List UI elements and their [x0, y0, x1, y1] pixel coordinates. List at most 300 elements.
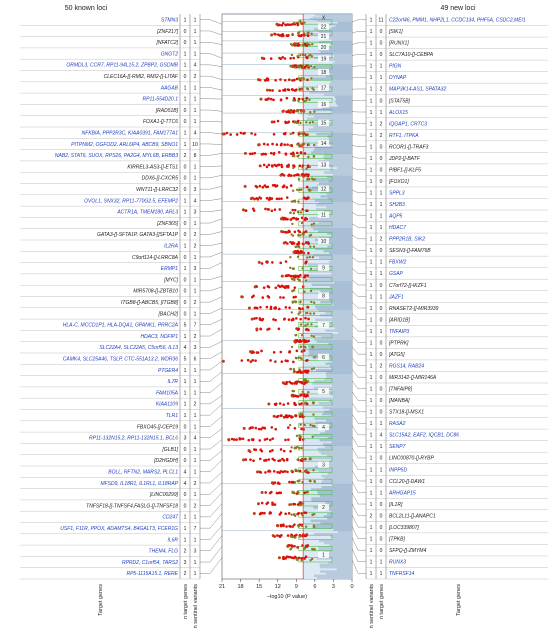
x-tick-label: 15	[256, 584, 263, 590]
new-locus-point	[309, 312, 311, 314]
new-locus-point	[289, 424, 291, 426]
known-locus-connector	[200, 329, 222, 336]
signal-bar	[311, 520, 352, 523]
new-locus-point	[307, 156, 309, 158]
new-locus-point	[298, 246, 300, 248]
known-locus-point	[240, 132, 243, 135]
known-locus-point	[284, 470, 287, 473]
new-locus-target-count: 1	[379, 421, 383, 428]
known-locus-point	[292, 241, 295, 244]
chromosome-label: 10	[320, 238, 327, 245]
known-locus-target-count: 10	[192, 141, 198, 148]
known-locus-genes: [D2HGDH]	[154, 458, 178, 465]
known-locus-sentinel-count: 1	[183, 85, 187, 92]
known-locus-point	[285, 153, 288, 156]
known-locus-sentinel-count: 1	[183, 141, 187, 148]
known-locus-peak	[292, 251, 295, 254]
known-locus-point	[285, 23, 288, 26]
known-locus-point	[288, 89, 291, 92]
known-locus-sentinel-count: 1	[183, 537, 187, 544]
known-locus-peak	[259, 98, 262, 101]
known-locus-point	[266, 306, 269, 309]
new-locus-point	[301, 88, 303, 90]
new-locus-genes: RNASET2-[]-MIR3939	[389, 305, 439, 312]
known-locus-point	[288, 351, 291, 354]
new-locus-sentinel-count: 1	[369, 236, 373, 243]
new-locus-point	[291, 311, 293, 313]
new-locus-point	[308, 144, 310, 146]
new-locus-sentinel-count: 1	[369, 155, 373, 162]
known-locus-connector	[200, 536, 222, 551]
new-locus-point	[299, 189, 301, 191]
new-locus-connector	[352, 381, 366, 389]
known-locus-point	[305, 209, 308, 212]
signal-bar	[318, 230, 352, 232]
known-locus-peak	[280, 217, 283, 220]
known-locus-target-count: 6	[193, 356, 197, 363]
signal-bar	[336, 98, 352, 100]
signal-bar	[322, 413, 352, 415]
new-locus-connector	[352, 493, 366, 504]
known-locus-point	[279, 492, 282, 495]
known-locus-peak	[259, 164, 262, 167]
new-locus-sentinel-count: 1	[369, 294, 373, 301]
known-locus-point	[274, 428, 277, 431]
known-locus-sentinel-count: 0	[183, 232, 187, 239]
known-locus-target-count: 1	[193, 85, 197, 92]
new-locus-genes: [RUNX1]	[389, 40, 409, 47]
known-locus-point	[271, 209, 274, 212]
new-locus-point	[298, 525, 300, 527]
new-locus-genes: TNFRSF14	[389, 571, 415, 578]
left-header: 50 known loci	[64, 5, 108, 12]
known-locus-point	[260, 350, 263, 353]
signal-bar	[320, 301, 352, 303]
signal-bar	[316, 524, 352, 527]
new-locus-connector	[352, 145, 366, 146]
known-locus-sentinel-count: 0	[183, 73, 187, 80]
known-locus-sentinel-count: 1	[183, 62, 187, 69]
signal-bar	[309, 351, 352, 354]
known-locus-point	[261, 262, 264, 265]
known-locus-point	[278, 151, 281, 154]
new-locus-sentinel-count: 2	[369, 513, 373, 520]
known-locus-point	[251, 359, 254, 362]
known-locus-point	[259, 306, 262, 309]
known-locus-point	[245, 209, 248, 212]
new-locus-point	[313, 111, 315, 113]
new-locus-point	[305, 526, 307, 528]
signal-bar	[329, 297, 352, 299]
new-locus-genes: [ARID1B]	[389, 317, 410, 324]
known-locus-point	[300, 35, 303, 38]
known-locus-point	[297, 395, 300, 398]
known-locus-point	[299, 438, 302, 441]
known-locus-point	[239, 438, 242, 441]
known-locus-sentinel-count: 0	[183, 492, 187, 499]
known-locus-point	[294, 231, 297, 234]
new-locus-point	[309, 111, 311, 113]
known-locus-point	[285, 110, 288, 113]
new-locus-sentinel-count: 1	[369, 478, 373, 485]
known-locus-genes: AAGAB	[160, 85, 178, 92]
new-locus-connector	[352, 235, 366, 239]
new-locus-sentinel-count: 1	[369, 375, 373, 382]
new-locus-connector	[352, 54, 366, 55]
known-locus-genes: CLEC16A-[]-RMI2, RMI2-[]-LITAF	[103, 73, 178, 80]
known-locus-point	[305, 197, 308, 200]
known-locus-genes: [BACH2]	[158, 311, 178, 318]
new-locus-point	[313, 525, 315, 527]
new-locus-target-count: 0	[379, 386, 383, 393]
known-locus-point	[280, 34, 283, 37]
known-locus-point	[297, 229, 300, 232]
new-locus-genes: RCOR1-[]-TRAF3	[389, 144, 429, 151]
new-locus-point	[293, 267, 295, 269]
new-locus-point	[296, 470, 298, 472]
known-locus-point	[274, 403, 277, 406]
known-locus-point	[305, 555, 308, 558]
new-locus-point	[308, 178, 310, 180]
signal-bar	[313, 109, 352, 111]
signal-bar	[328, 47, 352, 49]
signal-bar	[312, 284, 352, 286]
new-locus-point	[311, 87, 313, 89]
new-locus-connector	[352, 179, 366, 181]
known-locus-point	[289, 450, 292, 453]
new-locus-point	[295, 110, 297, 112]
known-locus-point	[292, 57, 295, 60]
known-locus-connector	[200, 121, 222, 122]
known-locus-target-count: 4	[193, 130, 197, 137]
known-locus-point	[287, 438, 290, 441]
new-locus-point	[304, 379, 306, 381]
known-locus-peak	[281, 275, 284, 278]
known-locus-genes: ORMDL3, CCR7, RP11-94L15.2, ZPBP2, GSDMB	[66, 62, 178, 69]
signal-bar	[331, 511, 352, 514]
known-locus-point	[288, 318, 291, 321]
new-locus-point	[312, 178, 314, 180]
known-locus-genes: [RAD51B]	[155, 107, 178, 114]
known-locus-target-count: 1	[193, 51, 197, 58]
new-locus-point	[297, 256, 299, 258]
known-locus-target-count: 4	[193, 435, 197, 442]
known-locus-point	[293, 545, 296, 548]
new-locus-sentinel-count: 1	[369, 75, 373, 82]
chromosome-label: 5	[322, 388, 325, 395]
new-locus-point	[293, 212, 295, 214]
new-locus-point	[311, 335, 313, 337]
new-locus-connector	[352, 325, 366, 332]
new-locus-point	[304, 547, 306, 549]
known-locus-point	[283, 317, 286, 320]
known-locus-point	[271, 501, 274, 504]
known-locus-point	[270, 426, 273, 429]
new-locus-sentinel-count: 1	[369, 317, 373, 324]
known-locus-peak	[272, 534, 275, 537]
known-locus-genes: MIR5708-[]-ZBTB10	[133, 288, 178, 295]
known-locus-point	[269, 89, 272, 92]
known-locus-point	[305, 544, 308, 547]
new-locus-target-count: 1	[379, 213, 383, 220]
new-locus-connector	[352, 537, 366, 550]
known-locus-point	[280, 143, 283, 146]
new-locus-genes: [IL1R]	[389, 501, 403, 508]
known-locus-point	[253, 152, 256, 155]
known-locus-point	[291, 209, 294, 212]
known-locus-point	[300, 402, 303, 405]
signal-bar	[327, 517, 352, 520]
known-locus-point	[287, 426, 290, 429]
known-locus-sentinel-count: 1	[183, 412, 187, 419]
known-locus-point	[243, 132, 246, 135]
known-locus-point	[287, 556, 290, 559]
new-locus-sentinel-count: 1	[369, 190, 373, 197]
new-locus-genes: JAZF1	[389, 294, 404, 301]
known-locus-point	[276, 143, 279, 146]
new-locus-connector	[352, 470, 366, 481]
known-locus-genes: PTGER4	[157, 367, 178, 374]
known-locus-point	[274, 286, 277, 289]
known-locus-peak	[275, 23, 278, 26]
signal-bar	[309, 349, 352, 352]
new-locus-point	[290, 110, 292, 112]
known-locus-target-count: 4	[193, 62, 197, 69]
new-locus-point	[304, 324, 306, 326]
known-locus-point	[259, 513, 262, 516]
new-locus-point	[314, 481, 316, 483]
known-locus-connector	[200, 372, 222, 382]
new-locus-point	[289, 368, 291, 370]
new-locus-target-count: 1	[379, 571, 383, 578]
new-locus-point	[296, 55, 298, 57]
new-locus-point	[313, 335, 315, 337]
new-locus-connector	[352, 268, 366, 273]
new-locus-connector	[352, 515, 366, 527]
known-locus-point	[281, 166, 284, 169]
known-locus-point	[274, 33, 277, 36]
new-locus-point	[297, 211, 299, 213]
new-locus-point	[296, 122, 298, 124]
known-locus-genes: GNGT2	[160, 51, 178, 58]
chromosome-label: 20	[320, 44, 327, 51]
known-locus-connector	[200, 416, 222, 426]
known-locus-point	[296, 152, 299, 155]
known-locus-point	[258, 196, 261, 199]
known-locus-point	[284, 79, 287, 82]
signal-bar	[333, 529, 352, 532]
known-locus-connector	[200, 546, 222, 562]
known-locus-point	[253, 448, 256, 451]
new-locus-sentinel-count: 1	[369, 17, 373, 24]
known-locus-target-count: 1	[193, 28, 197, 35]
signal-bar	[325, 502, 352, 505]
new-locus-point	[308, 55, 310, 57]
new-locus-genes: [LOC339807]	[389, 524, 419, 531]
new-locus-connector	[352, 414, 366, 423]
known-locus-point	[286, 165, 289, 168]
known-locus-target-count: 1	[193, 367, 197, 374]
known-locus-genes: [NFATC2]	[156, 40, 178, 47]
known-locus-target-count: 1	[193, 311, 197, 318]
new-locus-genes: RTF1, ITPKA	[389, 132, 419, 139]
known-locus-genes: ACTR1A, TMEM180, ARL3	[117, 209, 178, 216]
known-locus-peak	[256, 470, 259, 473]
known-locus-point	[271, 437, 274, 440]
known-locus-point	[288, 525, 291, 528]
known-locus-point	[285, 416, 288, 419]
known-locus-point	[302, 428, 305, 431]
new-locus-point	[310, 33, 312, 35]
new-locus-connector	[352, 549, 366, 562]
known-locus-point	[299, 308, 302, 311]
new-locus-connector	[352, 336, 366, 343]
known-locus-genes: PITPNM2, OGFOD2, ARL6IP4, ABCB9, SBNO1	[71, 141, 178, 148]
signal-bar	[327, 176, 352, 178]
chromosome-label: 4	[322, 424, 325, 431]
new-locus-point	[313, 144, 315, 146]
known-locus-target-count: 1	[193, 277, 197, 284]
known-locus-point	[288, 174, 291, 177]
known-locus-peak	[242, 458, 245, 461]
new-locus-point	[290, 233, 292, 235]
known-locus-point	[268, 458, 271, 461]
known-locus-point	[295, 218, 298, 221]
new-locus-sentinel-count: 1	[369, 52, 373, 59]
known-locus-point	[294, 286, 297, 289]
known-locus-connector	[200, 65, 222, 67]
known-locus-point	[278, 328, 281, 331]
new-locus-point	[298, 178, 300, 180]
known-locus-sentinel-count: 0	[183, 28, 187, 35]
known-locus-target-count: 1	[193, 559, 197, 566]
known-locus-peak	[293, 370, 296, 373]
known-locus-point	[249, 458, 252, 461]
known-locus-point	[279, 296, 282, 299]
known-locus-point	[288, 120, 291, 123]
chromosome-label: 12	[320, 186, 327, 193]
new-locus-point	[292, 492, 294, 494]
new-locus-point	[309, 256, 311, 258]
new-locus-point	[293, 22, 295, 24]
known-locus-genes: GATA3-[]-SFTA1P, GATA3-[]SFTA1P	[96, 232, 178, 239]
known-locus-point	[273, 351, 276, 354]
known-locus-point	[279, 262, 282, 265]
new-locus-point	[313, 222, 315, 224]
known-locus-point	[295, 327, 298, 330]
new-locus-point	[291, 54, 293, 56]
known-locus-sentinel-count: 0	[183, 277, 187, 284]
known-locus-genes: FAM105A	[156, 390, 178, 397]
known-locus-connector	[200, 42, 222, 44]
known-locus-peak	[286, 545, 289, 548]
new-locus-target-count: 1	[379, 271, 383, 278]
signal-bar	[317, 491, 352, 494]
known-locus-sentinel-count: 1	[183, 209, 187, 216]
new-locus-target-count: 0	[379, 340, 383, 347]
known-locus-peak	[244, 152, 247, 155]
known-locus-point	[287, 286, 290, 289]
signal-bar	[326, 508, 352, 511]
new-locus-point	[292, 99, 294, 101]
known-locus-target-count: 1	[193, 390, 197, 397]
right-header: 49 new loci	[440, 5, 476, 12]
known-locus-point	[292, 296, 295, 299]
known-locus-point	[280, 525, 283, 528]
new-locus-point	[307, 88, 309, 90]
known-locus-point	[261, 502, 264, 505]
known-locus-point	[284, 359, 287, 362]
known-locus-sentinel-count: 0	[183, 446, 187, 453]
new-locus-genes: PIBF1-[]-KLF5	[389, 167, 421, 174]
known-locus-sentinel-count: 0	[183, 254, 187, 261]
signal-bar	[331, 43, 352, 45]
new-locus-point	[310, 65, 312, 67]
new-locus-connector	[352, 369, 366, 377]
known-locus-connector	[200, 287, 222, 291]
new-locus-point	[304, 346, 306, 348]
known-locus-point	[266, 438, 269, 441]
known-locus-point	[288, 230, 291, 233]
known-locus-target-count: 1	[193, 458, 197, 465]
known-locus-genes: CD247	[162, 514, 178, 521]
known-locus-target-count: 1	[193, 537, 197, 544]
new-locus-point	[294, 536, 296, 538]
known-locus-target-count: 1	[193, 96, 197, 103]
known-locus-point	[297, 243, 300, 246]
new-locus-target-count: 0	[379, 351, 383, 358]
new-locus-point	[305, 469, 307, 471]
known-locus-point	[270, 152, 273, 155]
new-locus-sentinel-count: 1	[369, 29, 373, 36]
signal-bar	[320, 495, 352, 498]
known-locus-connector	[200, 319, 222, 325]
known-locus-point	[255, 185, 258, 188]
new-locus-genes: RASA2	[389, 421, 406, 428]
known-locus-genes: BOLL, RFTN2, MARS2, PLCL1	[108, 469, 178, 476]
new-locus-genes: SPPL3	[389, 190, 405, 197]
new-locus-point	[292, 155, 294, 157]
known-locus-point	[290, 415, 293, 418]
signal-bar	[326, 362, 352, 365]
known-locus-connector	[200, 352, 222, 359]
known-locus-point	[247, 439, 250, 442]
new-locus-point	[308, 44, 310, 46]
known-locus-target-count: 2	[193, 232, 197, 239]
new-locus-genes: BCL2L11-[]-ANAPC1	[389, 513, 436, 520]
known-locus-point	[270, 98, 273, 101]
known-locus-point	[282, 22, 285, 25]
known-locus-point	[301, 307, 304, 310]
known-locus-point	[284, 57, 287, 60]
new-locus-point	[291, 33, 293, 35]
known-locus-point	[288, 512, 291, 515]
new-locus-sentinel-count: 1	[369, 144, 373, 151]
known-locus-point	[276, 492, 279, 495]
new-locus-target-count: 0	[379, 317, 383, 324]
known-locus-point	[306, 393, 309, 396]
known-locus-connector	[200, 460, 222, 472]
known-locus-point	[263, 512, 266, 515]
new-locus-point	[312, 256, 314, 258]
signal-bar	[332, 360, 352, 363]
known-locus-point	[296, 546, 299, 549]
new-locus-point	[309, 235, 311, 237]
column-labels	[98, 584, 462, 629]
known-locus-sentinel-count: 1	[183, 333, 187, 340]
known-locus-target-count: 3	[193, 266, 197, 273]
known-locus-peak	[276, 524, 279, 527]
